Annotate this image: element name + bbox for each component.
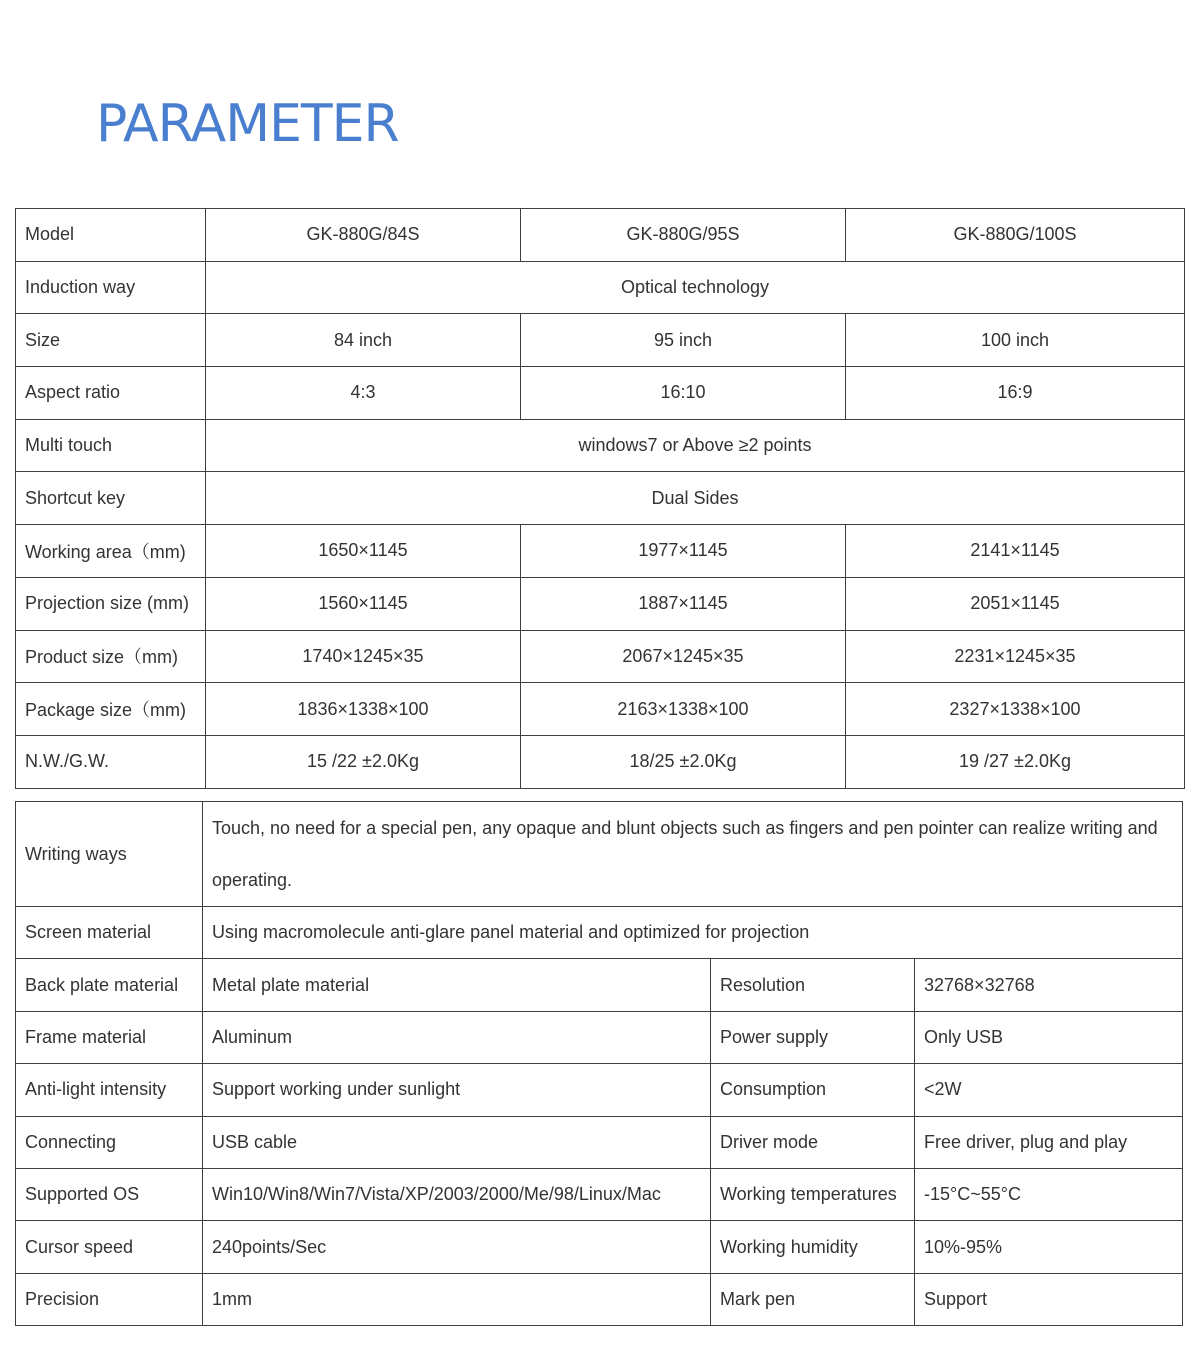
table-row-aspect-ratio [16,367,1185,420]
table-cell: Support [915,1273,1183,1325]
table-row-induction-way [16,261,1185,314]
row-label: Writing ways [16,802,203,907]
row-label: Aspect ratio [16,367,206,420]
page-title: PARAMETER [96,94,399,154]
row-label: Frame material [16,1011,203,1063]
table-cell: 18/25 ±2.0Kg [521,735,846,788]
table-row [16,1273,1183,1325]
table-cell: Using macromolecule anti-glare panel material and optimized for projection [203,907,1183,959]
table-cell: 100 inch [846,314,1185,367]
table-cell: Support working under sunlight [203,1064,711,1116]
table-row-working-area [16,525,1185,578]
table-cell: 2051×1145 [846,577,1185,630]
row-label: Resolution [711,959,915,1011]
table-cell: GK-880G/95S [521,209,846,262]
table-row-size [16,314,1185,367]
table-cell: Win10/Win8/Win7/Vista/XP/2003/2000/Me/98/Linux/Mac [203,1168,711,1220]
table-cell: Aluminum [203,1011,711,1063]
table-cell: 1836×1338×100 [206,683,521,736]
row-label: Multi touch [16,419,206,472]
table-cell: Metal plate material [203,959,711,1011]
row-label: Induction way [16,261,206,314]
table-row [16,1011,1183,1063]
row-label: Size [16,314,206,367]
table-row-product-size [16,630,1185,683]
table-cell: 16:9 [846,367,1185,420]
table-cell: 240points/Sec [203,1221,711,1273]
row-label: Working area（mm) [16,525,206,578]
table-cell: 1740×1245×35 [206,630,521,683]
table-row-screen-material [16,907,1183,959]
row-label: Projection size (mm) [16,577,206,630]
table-cell: windows7 or Above ≥2 points [206,419,1185,472]
row-label: Back plate material [16,959,203,1011]
table-row-projection-size [16,577,1185,630]
table-cell: 95 inch [521,314,846,367]
table-row [16,1221,1183,1273]
table-cell: 15 /22 ±2.0Kg [206,735,521,788]
table-cell: 32768×32768 [915,959,1183,1011]
table-cell: 1887×1145 [521,577,846,630]
row-label: Supported OS [16,1168,203,1220]
table-cell: GK-880G/100S [846,209,1185,262]
spec-table [15,208,1185,789]
table-cell: 84 inch [206,314,521,367]
table-cell: Touch, no need for a special pen, any opaque and blunt objects such as fingers and pen pointer can realize writing and operating. [203,802,1183,907]
table-cell: 2231×1245×35 [846,630,1185,683]
table-cell: 1mm [203,1273,711,1325]
table-cell: 4:3 [206,367,521,420]
table-cell: Optical technology [206,261,1185,314]
table-cell: Only USB [915,1011,1183,1063]
feature-table [15,801,1183,1326]
table-cell: 19 /27 ±2.0Kg [846,735,1185,788]
row-label: Cursor speed [16,1221,203,1273]
row-label: Package size（mm) [16,683,206,736]
table-cell: 16:10 [521,367,846,420]
row-label: Product size（mm) [16,630,206,683]
table-cell: 2141×1145 [846,525,1185,578]
row-label: Shortcut key [16,472,206,525]
table-cell: 2163×1338×100 [521,683,846,736]
row-label: Mark pen [711,1273,915,1325]
row-label: Power supply [711,1011,915,1063]
row-label: Consumption [711,1064,915,1116]
row-label: Working temperatures [711,1168,915,1220]
table-row-writing-ways [16,802,1183,907]
row-label: Anti-light intensity [16,1064,203,1116]
table-cell: -15°C~55°C [915,1168,1183,1220]
row-label: N.W./G.W. [16,735,206,788]
table-cell: 1650×1145 [206,525,521,578]
table-row-shortcut-key [16,472,1185,525]
table-row [16,959,1183,1011]
row-label: Screen material [16,907,203,959]
table-row [16,1064,1183,1116]
table-cell: 2067×1245×35 [521,630,846,683]
row-label: Working humidity [711,1221,915,1273]
table-cell: <2W [915,1064,1183,1116]
table-cell: Dual Sides [206,472,1185,525]
row-label: Precision [16,1273,203,1325]
table-row [16,1116,1183,1168]
table-cell: USB cable [203,1116,711,1168]
row-label: Model [16,209,206,262]
table-cell: GK-880G/84S [206,209,521,262]
table-cell: 1977×1145 [521,525,846,578]
table-row-model [16,209,1185,262]
table-cell: 2327×1338×100 [846,683,1185,736]
table-row [16,1168,1183,1220]
row-label: Connecting [16,1116,203,1168]
table-row-multi-touch [16,419,1185,472]
table-row-weight [16,735,1185,788]
table-cell: 10%-95% [915,1221,1183,1273]
table-cell: Free driver, plug and play [915,1116,1183,1168]
table-cell: 1560×1145 [206,577,521,630]
table-row-package-size [16,683,1185,736]
row-label: Driver mode [711,1116,915,1168]
